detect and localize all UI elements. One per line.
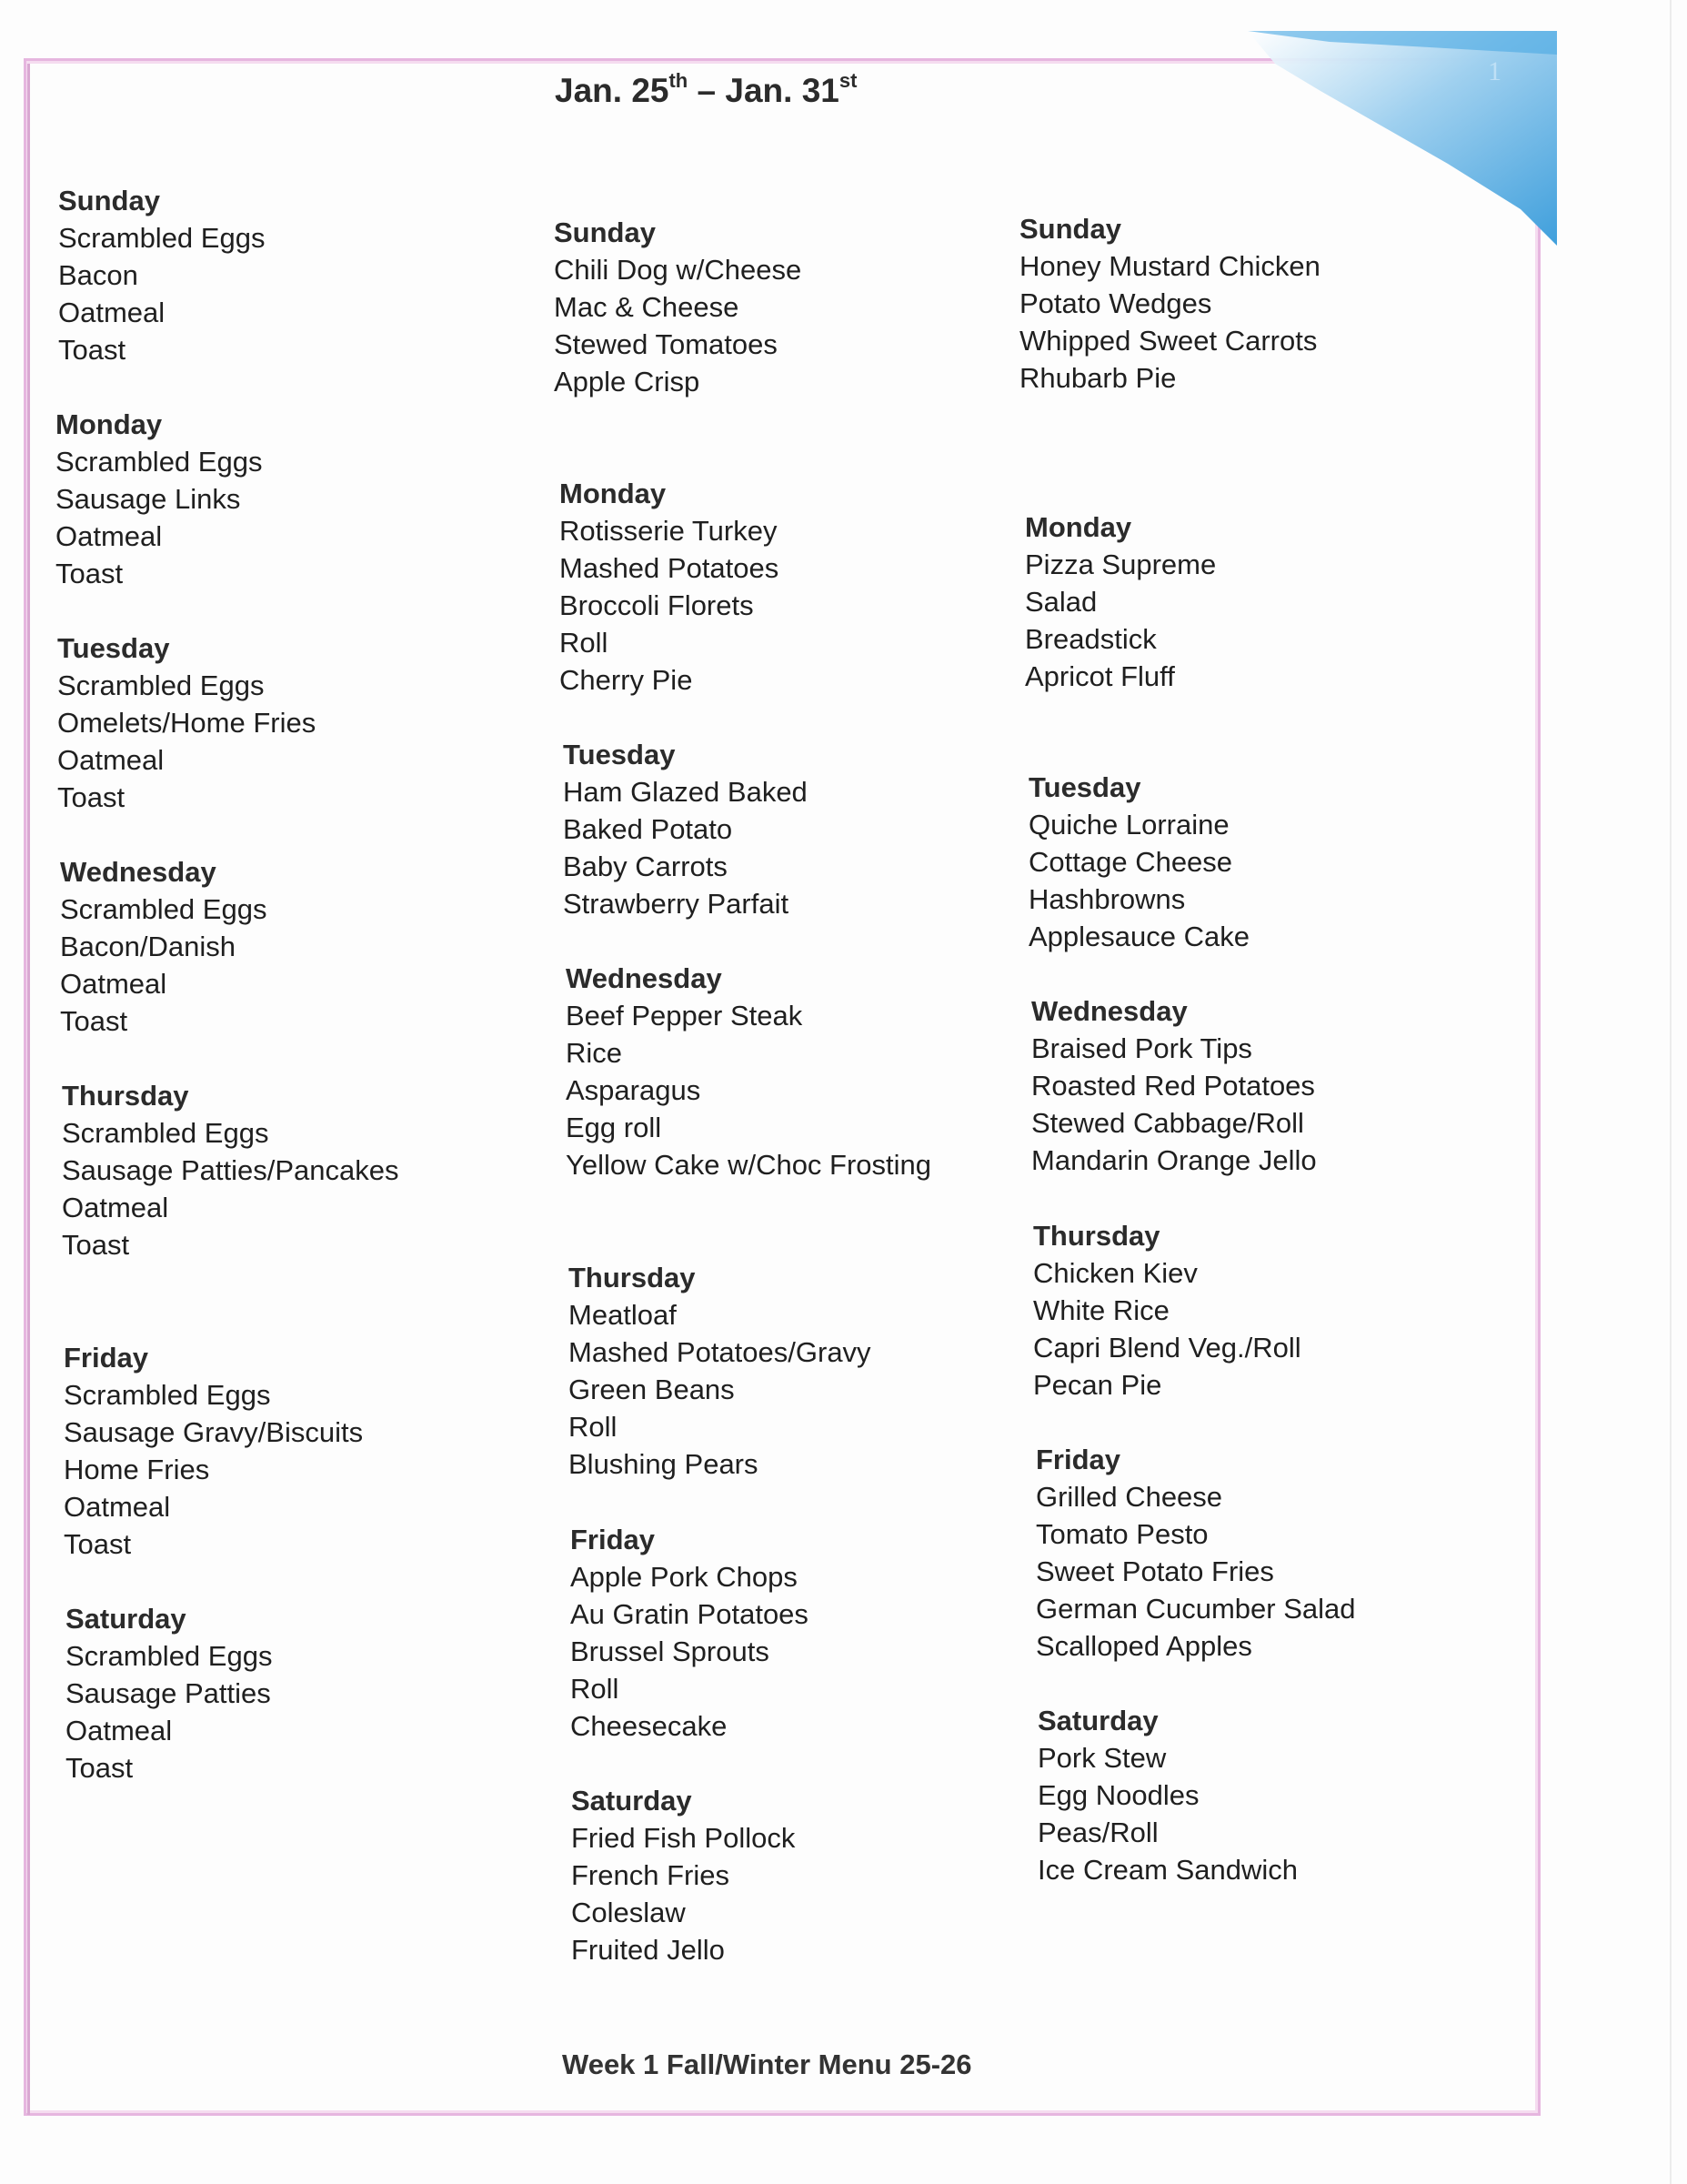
end-date: Jan. 31	[725, 72, 839, 109]
menu-item: Toast	[57, 781, 126, 813]
menu-item: Grilled Cheese	[1036, 1481, 1223, 1513]
menu-item: Chili Dog w/Cheese	[554, 254, 802, 286]
day-name: Monday	[1025, 511, 1132, 543]
menu-item: Fruited Jello	[571, 1934, 725, 1966]
menu-item: Cheesecake	[570, 1710, 728, 1742]
menu-item: Oatmeal	[65, 1715, 173, 1746]
menu-item: Sausage Links	[55, 483, 241, 515]
menu-item: Mashed Potatoes	[559, 552, 779, 584]
menu-item: Broccoli Florets	[559, 589, 754, 621]
col1-monday	[55, 406, 262, 592]
day-name: Monday	[55, 408, 163, 440]
menu-items	[65, 1637, 272, 1786]
page-number: 1	[1488, 56, 1501, 86]
day-name: Sunday	[554, 216, 656, 248]
menu-item: Rice	[566, 1037, 623, 1069]
menu-item: White Rice	[1033, 1294, 1170, 1326]
day-name: Wednesday	[60, 856, 216, 888]
menu-item: Braised Pork Tips	[1031, 1032, 1252, 1064]
day-name: Tuesday	[563, 739, 676, 770]
menu-item: Coleslaw	[571, 1897, 686, 1928]
col3-tuesday	[1029, 769, 1250, 955]
start-date: Jan. 25	[555, 72, 669, 109]
menu-item: Toast	[60, 1005, 128, 1037]
menu-item: Sausage Patties	[65, 1677, 271, 1709]
menu-item: Toast	[55, 558, 124, 589]
menu-item: Roll	[568, 1411, 618, 1443]
menu-item: Sausage Patties/Pancakes	[62, 1154, 399, 1186]
menu-items	[62, 1114, 399, 1263]
menu-items	[554, 251, 801, 400]
menu-item: Mashed Potatoes/Gravy	[568, 1336, 871, 1368]
menu-item: Toast	[65, 1752, 134, 1784]
end-date-suffix: st	[838, 69, 858, 92]
menu-item: Roll	[570, 1673, 619, 1705]
menu-item: Scrambled Eggs	[62, 1117, 269, 1149]
menu-item: Egg roll	[566, 1112, 662, 1143]
col3-friday	[1036, 1441, 1356, 1665]
day-name: Thursday	[62, 1080, 189, 1112]
menu-item: Oatmeal	[58, 297, 166, 328]
menu-item: Pecan Pie	[1033, 1369, 1162, 1401]
day-name: Saturday	[571, 1785, 692, 1817]
scan-edge	[1670, 0, 1672, 2184]
menu-item: Au Gratin Potatoes	[570, 1598, 808, 1630]
col1-sunday	[58, 182, 265, 368]
menu-item: Baked Potato	[563, 813, 733, 845]
menu-item: Home Fries	[64, 1454, 210, 1485]
col1-wednesday	[60, 853, 266, 1040]
menu-item: Breadstick	[1025, 623, 1157, 655]
col2-wednesday	[566, 960, 931, 1183]
menu-item: Meatloaf	[568, 1299, 677, 1331]
menu-item: Scrambled Eggs	[64, 1379, 271, 1411]
col3-thursday	[1033, 1217, 1301, 1404]
menu-item: Bacon	[58, 259, 138, 291]
menu-item: Baby Carrots	[563, 850, 728, 882]
menu-item: Roll	[559, 627, 608, 659]
day-name: Sunday	[1019, 213, 1121, 245]
col3-sunday	[1019, 210, 1320, 397]
col1-saturday	[65, 1600, 272, 1786]
menu-item: Yellow Cake w/Choc Frosting	[566, 1149, 932, 1181]
menu-item: Rhubarb Pie	[1019, 362, 1177, 394]
menu-item: Stewed Tomatoes	[554, 328, 778, 360]
menu-item: Fried Fish Pollock	[571, 1822, 796, 1854]
menu-item: Pork Stew	[1038, 1742, 1167, 1774]
menu-item: Scrambled Eggs	[58, 222, 266, 254]
col3-saturday	[1038, 1702, 1298, 1888]
day-name: Friday	[1036, 1444, 1121, 1475]
day-name: Monday	[559, 478, 667, 509]
menu-item: Cherry Pie	[559, 664, 693, 696]
menu-item: Ice Cream Sandwich	[1038, 1854, 1299, 1886]
menu-footer: Week 1 Fall/Winter Menu 25-26	[562, 2048, 972, 2080]
menu-item: Omelets/Home Fries	[57, 707, 316, 739]
menu-item: Scalloped Apples	[1036, 1630, 1252, 1662]
day-name: Thursday	[1033, 1220, 1160, 1252]
menu-items	[1036, 1478, 1356, 1665]
menu-items	[1029, 806, 1250, 955]
menu-item: Oatmeal	[55, 520, 163, 552]
menu-item: Oatmeal	[62, 1192, 169, 1223]
col2-thursday	[568, 1259, 871, 1483]
menu-item: Hashbrowns	[1029, 883, 1186, 915]
menu-items	[1019, 247, 1320, 397]
col2-friday	[570, 1521, 808, 1745]
menu-item: Stewed Cabbage/Roll	[1031, 1107, 1304, 1139]
menu-item: Brussel Sprouts	[570, 1635, 769, 1667]
menu-items	[1031, 1030, 1317, 1179]
start-date-suffix: th	[668, 69, 688, 92]
menu-item: Sweet Potato Fries	[1036, 1555, 1274, 1587]
menu-item: Beef Pepper Steak	[566, 1000, 803, 1032]
menu-item: Scrambled Eggs	[55, 446, 263, 478]
menu-item: Scrambled Eggs	[65, 1640, 273, 1672]
col2-saturday	[571, 1782, 795, 1968]
menu-item: Apple Crisp	[554, 366, 700, 398]
menu-items	[563, 773, 808, 922]
menu-item: Chicken Kiev	[1033, 1257, 1198, 1289]
menu-item: Tomato Pesto	[1036, 1518, 1209, 1550]
menu-item: Scrambled Eggs	[57, 669, 265, 701]
menu-items	[58, 219, 265, 368]
day-name: Tuesday	[1029, 771, 1141, 803]
col2-tuesday	[563, 736, 808, 922]
menu-item: Blushing Pears	[568, 1448, 758, 1480]
day-name: Saturday	[1038, 1705, 1159, 1736]
menu-item: Peas/Roll	[1038, 1817, 1159, 1848]
col1-friday	[64, 1339, 363, 1563]
menu-items	[559, 512, 778, 699]
menu-item: Scrambled Eggs	[60, 893, 267, 925]
menu-item: Mandarin Orange Jello	[1031, 1144, 1317, 1176]
menu-item: Toast	[58, 334, 126, 366]
page-border-left	[27, 64, 30, 2115]
menu-item: Sausage Gravy/Biscuits	[64, 1416, 364, 1448]
day-name: Friday	[570, 1524, 656, 1555]
menu-items	[1025, 546, 1216, 695]
menu-date-range	[555, 69, 857, 110]
menu-items	[568, 1296, 871, 1483]
menu-items	[55, 443, 262, 592]
col3-monday	[1025, 508, 1216, 695]
menu-item: French Fries	[571, 1859, 729, 1891]
menu-item: Ham Glazed Baked	[563, 776, 808, 808]
menu-items	[570, 1558, 808, 1745]
menu-item: Quiche Lorraine	[1029, 809, 1230, 840]
menu-items	[571, 1819, 795, 1968]
day-name: Wednesday	[1031, 995, 1188, 1027]
col2-sunday	[554, 214, 801, 400]
menu-item: Salad	[1025, 586, 1098, 618]
menu-item: Honey Mustard Chicken	[1019, 250, 1320, 282]
menu-item: Strawberry Parfait	[563, 888, 789, 920]
menu-item: Cottage Cheese	[1029, 846, 1233, 878]
menu-item: Oatmeal	[57, 744, 165, 776]
menu-item: Rotisserie Turkey	[559, 515, 778, 547]
menu-item: Egg Noodles	[1038, 1779, 1200, 1811]
menu-items	[566, 997, 931, 1183]
menu-item: Whipped Sweet Carrots	[1019, 325, 1318, 357]
menu-item: Toast	[64, 1528, 132, 1560]
menu-item: Capri Blend Veg./Roll	[1033, 1332, 1301, 1364]
menu-item: Applesauce Cake	[1029, 921, 1250, 952]
day-name: Tuesday	[57, 632, 170, 664]
menu-item: Bacon/Danish	[60, 931, 236, 962]
col1-tuesday	[57, 629, 316, 816]
day-name: Thursday	[568, 1262, 696, 1293]
menu-item: Green Beans	[568, 1374, 735, 1405]
menu-item: Roasted Red Potatoes	[1031, 1070, 1315, 1102]
menu-item: Apricot Fluff	[1025, 660, 1175, 692]
menu-item: Pizza Supreme	[1025, 549, 1217, 580]
day-name: Friday	[64, 1342, 149, 1374]
col3-wednesday	[1031, 992, 1317, 1179]
menu-item: Potato Wedges	[1019, 287, 1212, 319]
day-name: Saturday	[65, 1603, 186, 1635]
menu-item: Apple Pork Chops	[570, 1561, 798, 1593]
menu-item: Oatmeal	[64, 1491, 171, 1523]
menu-items	[57, 667, 316, 816]
menu-items	[60, 891, 266, 1040]
col2-monday	[559, 475, 778, 699]
menu-items	[1033, 1254, 1301, 1404]
menu-item: Toast	[62, 1229, 130, 1261]
col1-thursday	[62, 1077, 399, 1263]
day-name: Wednesday	[566, 962, 722, 994]
date-separator: –	[688, 72, 726, 109]
day-name: Sunday	[58, 185, 160, 216]
menu-item: Oatmeal	[60, 968, 167, 1000]
menu-item: Mac & Cheese	[554, 291, 739, 323]
menu-items	[64, 1376, 363, 1563]
menu-items	[1038, 1739, 1298, 1888]
menu-item: German Cucumber Salad	[1036, 1593, 1356, 1625]
menu-item: Asparagus	[566, 1074, 701, 1106]
